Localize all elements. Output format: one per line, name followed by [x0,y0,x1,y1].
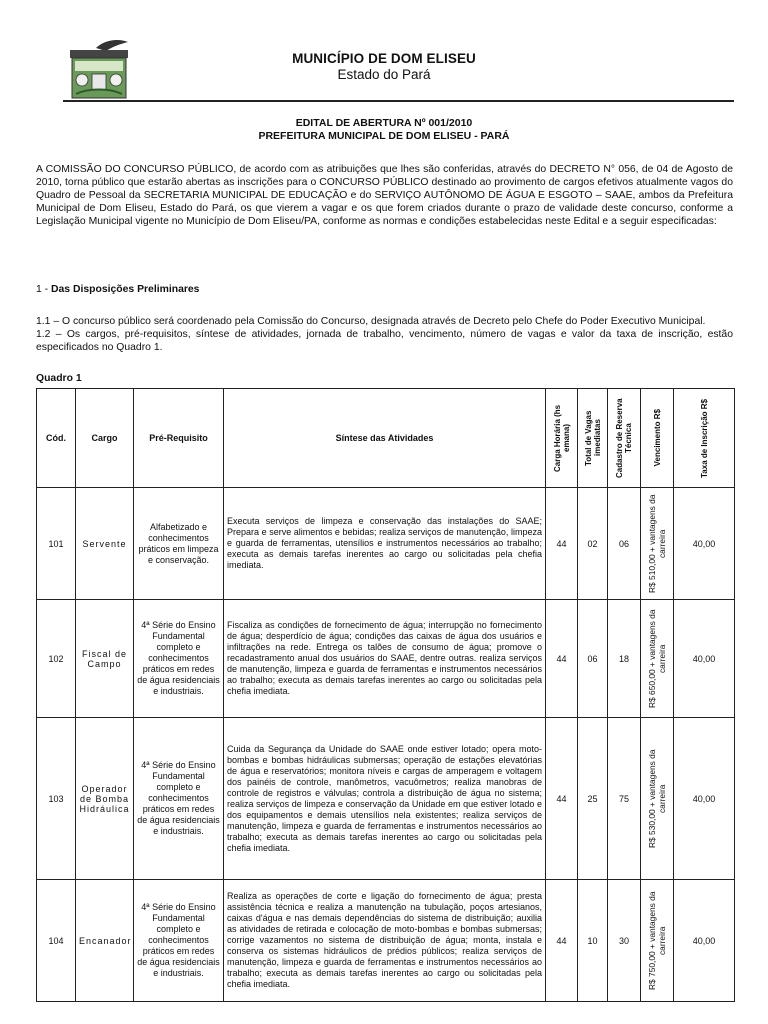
row-cadastro: 30 [608,880,641,1002]
row-vencimento [641,600,674,718]
row-carga: 44 [546,880,578,1002]
header-total-vagas-label: Total de Vagas imediatas [583,410,602,466]
row-vencimento [641,880,674,1002]
row-vencimento-value: R$ 650,00 + vantagens da carreira [647,609,667,708]
header-vencimento [641,389,674,488]
row-carga: 44 [546,718,578,880]
row-pre-requisito: 4ª Série do Ensino Fundamental completo e conhecimentos práticos em redes de água residenciais e industriais. [134,718,224,880]
municipal-crest-icon [66,38,132,102]
row-pre-requisito: Alfabetizado e conhecimentos práticos em limpeza e conservação. [134,488,224,600]
row-pre-requisito: 4ª Série do Ensino Fundamental completo e conhecimentos práticos em redes de água residenciais e industriais. [134,880,224,1002]
row-cod: 102 [37,600,76,718]
row-cadastro: 18 [608,600,641,718]
row-cod: 103 [37,718,76,880]
row-vencimento-value: R$ 510,00 + vantagens da carreira [647,494,667,593]
edital-subtitle: PREFEITURA MUNICIPAL DE DOM ELISEU - PARÁ [258,130,510,142]
header-taxa-inscricao-label: Taxa de Inscrição R$ [699,398,709,478]
header-cadastro-reserva-label: Cadastro de Reserva Técnica [615,398,633,478]
header-sintese: Síntese das Atividades [224,389,546,488]
row-vencimento [641,488,674,600]
row-cargo: Servente [76,488,134,600]
row-sintese: Executa serviços de limpeza e conservação das instalações do SAAE; Prepara e serve alimentos e bebidas; realiza serviços de manutenção, limpeza e guarda de ferramentas, utensílios e instrumentos necessários ao trabalho; executa as demais tarefas inerentes ao cargo ou solicitadas pela chefia imediata. [224,488,546,600]
municipality-name: MUNICÍPIO DE DOM ELISEU [292,51,476,66]
row-cadastro: 06 [608,488,641,600]
row-cadastro: 75 [608,718,641,880]
row-vagas: 25 [578,718,608,880]
table-header-row [37,389,735,488]
quadro-table [36,388,735,1002]
row-cargo: Fiscal de Campo [76,600,134,718]
row-cargo: Encanador [76,880,134,1002]
header-cargo: Cargo [76,389,134,488]
section-title: Das Disposições Preliminares [51,284,200,295]
row-sintese: Cuida da Segurança da Unidade do SAAE onde estiver lotado; opera moto-bombas e bombas hidráulicas submersas; operação de estações elevatórias de água e reservatórios; monitora níveis e cargas de amperagem e voltagem dos painéis de controle, manômetros, vacuômetros; realiza manobras de controle de registros e válvulas; controla a distribuição de água no sistema; realiza serviços de limpeza e conservação da Unidade em que estiver lotado e dos equipamentos e demais utensílios nela existentes; realiza serviços de manutenção, limpeza e guarda de ferramentas e instrumentos necessários ao trabalho; executa as demais tarefas inerentes ao cargo ou solicitadas pela chefia imediata. [224,718,546,880]
intro-paragraph: A COMISSÃO DO CONCURSO PÚBLICO, de acordo com as atribuições que lhes são conferidas, através do DECRETO N° 056, de 04 de Agosto de 2010, torna público que estarão abertas as inscrições para o CONCURSO PÚBLICO destinado ao provimento de cargos efetivos atualmente vagos do Quadro de Pessoal da SECRETARIA MUNICIPAL DE EDUCAÇÃO e do SERVIÇO AUTÔNOMO DE ÁGUA E ESGOTO – SAAE, ambos da Prefeitura Municipal de Dom Eliseu, Estado do Pará, os que vierem a vagar e os que forem criados durante o prazo de validade deste concurso, conforme a Legislação Municipal vigente no Município de Dom Eliseu/PA, conforme as normas e condições estabelecidas neste Edital e a seguir especificadas: [36,164,733,227]
row-vagas: 06 [578,600,608,718]
row-taxa: 40,00 [674,600,735,718]
header-divider [63,100,734,102]
row-sintese: Realiza as operações de corte e ligação do fornecimento de água; presta assistência técnica e realiza a manutenção na tubulação, poços artesianos, caixas d'água e nas demais dependências do sistema de distribuição; auxilia as atividades de retirada e colocação de moto-bombas e bombas submersas; corrige vazamentos no sistema de distribuição de água; monta, instala e conserva os sistemas hidráulicos de prédios públicos; realiza serviços de manutenção, limpeza e guarda de ferramentas e instrumentos necessários ao trabalho; executa as demais tarefas inerentes ao cargo ou solicitadas pela chefia imediata. [224,880,546,1002]
row-cod: 101 [37,488,76,600]
header-total-vagas [578,389,608,488]
header-cod: Cód. [37,389,76,488]
row-cargo: Operador de Bomba Hidráulica [76,718,134,880]
section-item-1-2: 1.2 – Os cargos, pré-requisitos, síntese de atividades, jornada de trabalho, vencimento, número de vagas e valor da taxa de inscrição, estão especificados no Quadro 1. [36,329,733,353]
row-taxa: 40,00 [674,880,735,1002]
row-taxa: 40,00 [674,718,735,880]
row-vagas: 02 [578,488,608,600]
header-carga-horaria [546,389,578,488]
quadro-label: Quadro 1 [36,373,82,384]
table-row [37,600,735,718]
section-item-1-1: 1.1 – O concurso público será coordenado pela Comissão do Concurso, designada através de Decreto pelo Chefe do Poder Executivo Municipal. [36,316,706,327]
table-row [37,718,735,880]
edital-title: EDITAL DE ABERTURA Nº 001/2010 [295,117,473,129]
row-sintese: Fiscaliza as condições de fornecimento de água; interrupção no fornecimento de água; desperdício de água; condições das caixas de água dos usuários e infiltrações na rede. Entrega os talões de consumo de água; promove o recadastramento anual dos usuários do SAAE, dentre outras. realiza serviços de manutenção, limpeza e guarda de ferramentas e instrumentos necessários ao trabalho; executa as demais tarefas inerentes ao cargo ou solicitadas pela chefia imediata. [224,600,546,718]
section-heading [36,284,199,295]
row-carga: 44 [546,600,578,718]
row-taxa: 40,00 [674,488,735,600]
row-vencimento-value: R$ 750,00 + vantagens da carreira [647,891,667,990]
header-cadastro-reserva [608,389,641,488]
row-carga: 44 [546,488,578,600]
table-row [37,488,735,600]
header-pre-requisito: Pré-Requisito [134,389,224,488]
row-vencimento-value: R$ 530,00 + vantagens da carreira [647,749,667,848]
table-row [37,880,735,1002]
row-cod: 104 [37,880,76,1002]
state-name: Estado do Pará [337,67,431,82]
row-vencimento [641,718,674,880]
row-vagas: 10 [578,880,608,1002]
header-carga-horaria-label: Carga Horária (hs emana) [552,404,571,472]
row-pre-requisito: 4ª Série do Ensino Fundamental completo e conhecimentos práticos em redes de água residenciais e industriais. [134,600,224,718]
header-vencimento-label: Vencimento R$ [652,409,662,467]
section-number: 1 - [36,284,52,295]
header-taxa-inscricao [674,389,735,488]
